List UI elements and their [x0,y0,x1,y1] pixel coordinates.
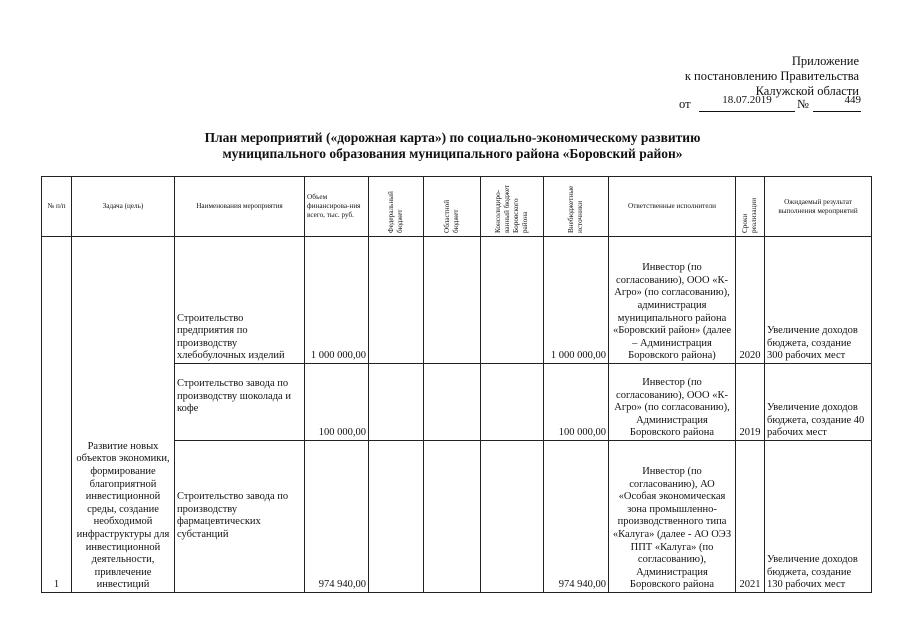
regional-cell [424,364,481,441]
appendix-line-3: Калужской области [755,84,859,98]
number-field [813,94,861,112]
table-row [42,237,872,364]
offbudget-cell: 1 000 000,00 [544,237,609,364]
resolution-date-number [679,96,861,112]
federal-cell [369,364,424,441]
header-offbudget [544,177,609,237]
total-cell: 100 000,00 [305,364,369,441]
consolidated-cell [481,364,544,441]
header-federal-label: Федеральный бюджет [387,191,404,233]
result-cell: Увеличение доходов бюджета, создание 130 рабочих мест [765,441,872,593]
result-cell: Увеличение доходов бюджета, создание 300 рабочих мест [765,237,872,364]
number-value: 449 [844,94,861,106]
date-field [699,94,795,112]
header-result: Ожидаемый результат выполнения мероприятий [765,177,872,237]
federal-cell [369,237,424,364]
header-federal [369,177,424,237]
appendix-line-1: Приложение [791,54,859,68]
table-header-row [42,177,872,237]
header-regional-label: Областной бюджет [443,199,460,233]
deadline-cell: 2020 [736,237,765,364]
appendix-header [685,54,859,99]
title-line-2: муниципального образования муниципального района «Боровский район» [222,146,683,161]
document-title [0,130,905,162]
deadline-cell: 2021 [736,441,765,593]
header-total: Объем финансирова-ния всего, тыс. руб. [305,177,369,237]
deadline-cell: 2019 [736,364,765,441]
date-prefix: от [679,97,691,111]
offbudget-cell: 974 940,00 [544,441,609,593]
header-event: Наименования мероприятия [175,177,305,237]
event-cell: Строительство предприятия по производству хлебобулочных изделий [175,237,305,364]
header-consolidated-label: Консолидиро-ванный бюджет Боровского района [494,184,529,233]
result-cell: Увеличение доходов бюджета, создание 40 рабочих мест [765,364,872,441]
responsible-cell: Инвестор (по согласованию), ООО «К-Агро» (по согласованию), администрация муниципального района «Боровский район» (далее – Администрация Боровского района) [609,237,736,364]
header-num: № п/п [42,177,72,237]
federal-cell [369,441,424,593]
responsible-cell: Инвестор (по согласованию), ООО «К-Агро» (по согласованию), Администрация Боровского района [609,364,736,441]
header-deadline-label: Сроки реализации [741,197,758,233]
header-regional [424,177,481,237]
regional-cell [424,441,481,593]
header-responsible: Ответственные исполнители [609,177,736,237]
regional-cell [424,237,481,364]
title-line-1: План мероприятий («дорожная карта») по социально-экономическому развитию [204,130,701,145]
consolidated-cell [481,237,544,364]
responsible-cell: Инвестор (по согласованию), АО «Особая экономическая зона промышленно-производственного типа «Калуга» (далее - АО ОЭЗ ППТ «Калуга» (по согласованию), Администрация Боровского района [609,441,736,593]
appendix-line-2: к постановлению Правительства [684,69,859,83]
task-cell: Развитие новых объектов экономики, формирование благоприятной инвестиционной среды, создание необходимой инфраструктуры для инвестиционной деятельности, привлечение инвестиций [72,237,175,593]
row-number: 1 [42,237,72,593]
total-cell: 1 000 000,00 [305,237,369,364]
roadmap-table [41,176,872,593]
event-cell: Строительство завода по производству шоколада и кофе [175,364,305,441]
header-offbudget-label: Внебюджетные источники [567,185,584,233]
date-value: 18.07.2019 [722,94,772,106]
header-task: Задача (цель) [72,177,175,237]
header-consolidated [481,177,544,237]
consolidated-cell [481,441,544,593]
header-deadline [736,177,765,237]
offbudget-cell: 100 000,00 [544,364,609,441]
number-prefix: № [797,97,809,111]
event-cell: Строительство завода по производству фармацевтических субстанций [175,441,305,593]
total-cell: 974 940,00 [305,441,369,593]
